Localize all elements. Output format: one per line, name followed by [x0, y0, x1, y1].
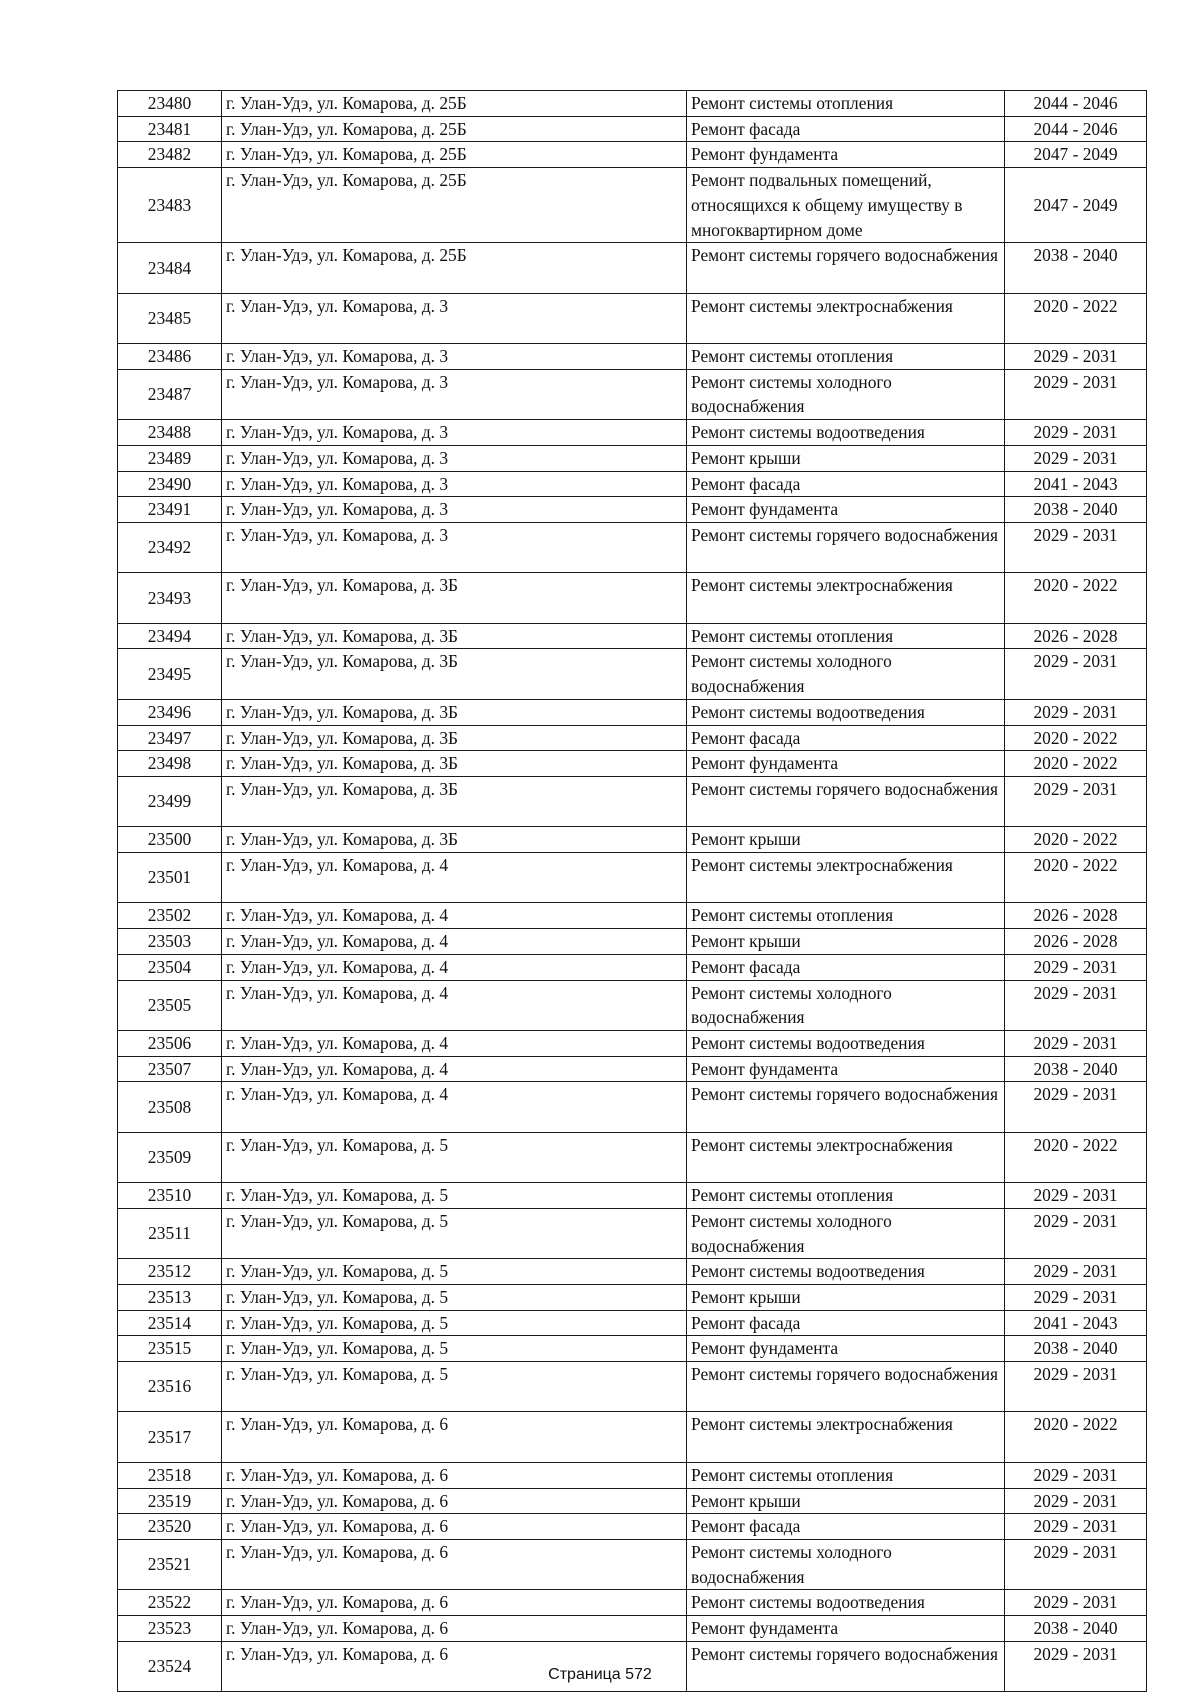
work-type-cell: Ремонт системы водоотведения [687, 420, 1005, 446]
work-type-cell: Ремонт крыши [687, 1488, 1005, 1514]
period-cell: 2029 - 2031 [1005, 954, 1147, 980]
address-cell: г. Улан-Удэ, ул. Комарова, д. 25Б [222, 91, 687, 117]
table-row [118, 776, 1147, 826]
table-row [118, 1488, 1147, 1514]
period-cell: 2026 - 2028 [1005, 929, 1147, 955]
address-cell: г. Улан-Удэ, ул. Комарова, д. 5 [222, 1284, 687, 1310]
address-cell: г. Улан-Удэ, ул. Комарова, д. 3Б [222, 649, 687, 699]
row-number-cell: 23506 [118, 1030, 222, 1056]
address-cell: г. Улан-Удэ, ул. Комарова, д. 3 [222, 522, 687, 572]
table-row [118, 522, 1147, 572]
period-cell: 2029 - 2031 [1005, 1030, 1147, 1056]
period-cell: 2020 - 2022 [1005, 725, 1147, 751]
row-number-cell: 23510 [118, 1183, 222, 1209]
row-number-cell: 23522 [118, 1590, 222, 1616]
work-type-cell: Ремонт системы отопления [687, 1462, 1005, 1488]
period-cell: 2029 - 2031 [1005, 344, 1147, 370]
row-number-cell: 23485 [118, 293, 222, 343]
work-type-cell: Ремонт системы отопления [687, 1183, 1005, 1209]
period-cell: 2038 - 2040 [1005, 1616, 1147, 1642]
table-row [118, 980, 1147, 1030]
period-cell: 2029 - 2031 [1005, 980, 1147, 1030]
table-row [118, 725, 1147, 751]
row-number-cell: 23496 [118, 699, 222, 725]
period-cell: 2038 - 2040 [1005, 243, 1147, 293]
table-row [118, 293, 1147, 343]
period-cell: 2044 - 2046 [1005, 116, 1147, 142]
row-number-cell: 23511 [118, 1208, 222, 1258]
table-row [118, 1514, 1147, 1540]
table-row [118, 1056, 1147, 1082]
work-type-cell: Ремонт системы водоотведения [687, 1590, 1005, 1616]
address-cell: г. Улан-Удэ, ул. Комарова, д. 25Б [222, 116, 687, 142]
address-cell: г. Улан-Удэ, ул. Комарова, д. 6 [222, 1514, 687, 1540]
address-cell: г. Улан-Удэ, ул. Комарова, д. 3Б [222, 776, 687, 826]
table-row [118, 573, 1147, 623]
address-cell: г. Улан-Удэ, ул. Комарова, д. 5 [222, 1310, 687, 1336]
address-cell: г. Улан-Удэ, ул. Комарова, д. 4 [222, 954, 687, 980]
period-cell: 2026 - 2028 [1005, 623, 1147, 649]
row-number-cell: 23503 [118, 929, 222, 955]
works-table [117, 90, 1147, 1692]
period-cell: 2029 - 2031 [1005, 649, 1147, 699]
table-row [118, 1462, 1147, 1488]
work-type-cell: Ремонт системы отопления [687, 903, 1005, 929]
table-row [118, 168, 1147, 243]
work-type-cell: Ремонт фундамента [687, 1056, 1005, 1082]
work-type-cell: Ремонт крыши [687, 827, 1005, 853]
period-cell: 2029 - 2031 [1005, 1284, 1147, 1310]
row-number-cell: 23508 [118, 1082, 222, 1132]
address-cell: г. Улан-Удэ, ул. Комарова, д. 4 [222, 1082, 687, 1132]
period-cell: 2029 - 2031 [1005, 1462, 1147, 1488]
table-row [118, 1132, 1147, 1182]
work-type-cell: Ремонт системы водоотведения [687, 1030, 1005, 1056]
address-cell: г. Улан-Удэ, ул. Комарова, д. 3Б [222, 573, 687, 623]
address-cell: г. Улан-Удэ, ул. Комарова, д. 3Б [222, 725, 687, 751]
table-row [118, 1336, 1147, 1362]
row-number-cell: 23523 [118, 1616, 222, 1642]
work-type-cell: Ремонт системы горячего водоснабжения [687, 776, 1005, 826]
table-row [118, 1259, 1147, 1285]
row-number-cell: 23518 [118, 1462, 222, 1488]
work-type-cell: Ремонт системы отопления [687, 91, 1005, 117]
address-cell: г. Улан-Удэ, ул. Комарова, д. 6 [222, 1616, 687, 1642]
period-cell: 2020 - 2022 [1005, 853, 1147, 903]
address-cell: г. Улан-Удэ, ул. Комарова, д. 25Б [222, 243, 687, 293]
address-cell: г. Улан-Удэ, ул. Комарова, д. 6 [222, 1641, 687, 1691]
work-type-cell: Ремонт системы электроснабжения [687, 1132, 1005, 1182]
work-type-cell: Ремонт фундамента [687, 142, 1005, 168]
work-type-cell: Ремонт системы электроснабжения [687, 293, 1005, 343]
row-number-cell: 23521 [118, 1539, 222, 1589]
row-number-cell: 23487 [118, 369, 222, 419]
address-cell: г. Улан-Удэ, ул. Комарова, д. 3 [222, 369, 687, 419]
period-cell: 2029 - 2031 [1005, 369, 1147, 419]
period-cell: 2029 - 2031 [1005, 1641, 1147, 1691]
row-number-cell: 23493 [118, 573, 222, 623]
row-number-cell: 23491 [118, 497, 222, 523]
address-cell: г. Улан-Удэ, ул. Комарова, д. 25Б [222, 142, 687, 168]
work-type-cell: Ремонт фундамента [687, 751, 1005, 777]
row-number-cell: 23490 [118, 471, 222, 497]
table-row [118, 116, 1147, 142]
row-number-cell: 23505 [118, 980, 222, 1030]
work-type-cell: Ремонт системы горячего водоснабжения [687, 1641, 1005, 1691]
address-cell: г. Улан-Удэ, ул. Комарова, д. 3 [222, 497, 687, 523]
period-cell: 2020 - 2022 [1005, 573, 1147, 623]
row-number-cell: 23524 [118, 1641, 222, 1691]
table-row [118, 623, 1147, 649]
work-type-cell: Ремонт фундамента [687, 1336, 1005, 1362]
period-cell: 2038 - 2040 [1005, 1056, 1147, 1082]
work-type-cell: Ремонт фасада [687, 1514, 1005, 1540]
row-number-cell: 23489 [118, 445, 222, 471]
work-type-cell: Ремонт системы горячего водоснабжения [687, 1362, 1005, 1412]
work-type-cell: Ремонт фасада [687, 954, 1005, 980]
address-cell: г. Улан-Удэ, ул. Комарова, д. 3 [222, 420, 687, 446]
row-number-cell: 23486 [118, 344, 222, 370]
work-type-cell: Ремонт подвальных помещений, относящихся к общему имуществу в многоквартирном доме [687, 168, 1005, 243]
address-cell: г. Улан-Удэ, ул. Комарова, д. 3 [222, 293, 687, 343]
period-cell: 2029 - 2031 [1005, 1082, 1147, 1132]
period-cell: 2038 - 2040 [1005, 1336, 1147, 1362]
address-cell: г. Улан-Удэ, ул. Комарова, д. 25Б [222, 168, 687, 243]
period-cell: 2029 - 2031 [1005, 1539, 1147, 1589]
address-cell: г. Улан-Удэ, ул. Комарова, д. 4 [222, 1056, 687, 1082]
table-row [118, 929, 1147, 955]
period-cell: 2026 - 2028 [1005, 903, 1147, 929]
row-number-cell: 23500 [118, 827, 222, 853]
work-type-cell: Ремонт фасада [687, 725, 1005, 751]
table-row [118, 1590, 1147, 1616]
work-type-cell: Ремонт крыши [687, 929, 1005, 955]
row-number-cell: 23483 [118, 168, 222, 243]
address-cell: г. Улан-Удэ, ул. Комарова, д. 6 [222, 1488, 687, 1514]
address-cell: г. Улан-Удэ, ул. Комарова, д. 6 [222, 1412, 687, 1462]
address-cell: г. Улан-Удэ, ул. Комарова, д. 5 [222, 1183, 687, 1209]
table-row [118, 903, 1147, 929]
work-type-cell: Ремонт системы холодного водоснабжения [687, 369, 1005, 419]
table-row [118, 1208, 1147, 1258]
row-number-cell: 23509 [118, 1132, 222, 1182]
table-row [118, 827, 1147, 853]
work-type-cell: Ремонт системы отопления [687, 623, 1005, 649]
address-cell: г. Улан-Удэ, ул. Комарова, д. 4 [222, 1030, 687, 1056]
period-cell: 2029 - 2031 [1005, 420, 1147, 446]
period-cell: 2041 - 2043 [1005, 471, 1147, 497]
work-type-cell: Ремонт фасада [687, 1310, 1005, 1336]
period-cell: 2047 - 2049 [1005, 142, 1147, 168]
table-row [118, 649, 1147, 699]
period-cell: 2041 - 2043 [1005, 1310, 1147, 1336]
table-row [118, 853, 1147, 903]
row-number-cell: 23517 [118, 1412, 222, 1462]
work-type-cell: Ремонт фасада [687, 471, 1005, 497]
work-type-cell: Ремонт системы отопления [687, 344, 1005, 370]
row-number-cell: 23481 [118, 116, 222, 142]
table-row [118, 1082, 1147, 1132]
work-type-cell: Ремонт системы электроснабжения [687, 1412, 1005, 1462]
work-type-cell: Ремонт системы холодного водоснабжения [687, 1208, 1005, 1258]
table-row [118, 1183, 1147, 1209]
row-number-cell: 23513 [118, 1284, 222, 1310]
table-row [118, 344, 1147, 370]
table-row [118, 369, 1147, 419]
table-row [118, 243, 1147, 293]
period-cell: 2020 - 2022 [1005, 1132, 1147, 1182]
row-number-cell: 23492 [118, 522, 222, 572]
table-row [118, 699, 1147, 725]
row-number-cell: 23501 [118, 853, 222, 903]
period-cell: 2029 - 2031 [1005, 1259, 1147, 1285]
address-cell: г. Улан-Удэ, ул. Комарова, д. 6 [222, 1590, 687, 1616]
period-cell: 2029 - 2031 [1005, 1183, 1147, 1209]
row-number-cell: 23499 [118, 776, 222, 826]
period-cell: 2029 - 2031 [1005, 699, 1147, 725]
table-row [118, 1310, 1147, 1336]
table-row [118, 1030, 1147, 1056]
address-cell: г. Улан-Удэ, ул. Комарова, д. 3 [222, 344, 687, 370]
row-number-cell: 23495 [118, 649, 222, 699]
address-cell: г. Улан-Удэ, ул. Комарова, д. 4 [222, 903, 687, 929]
address-cell: г. Улан-Удэ, ул. Комарова, д. 5 [222, 1362, 687, 1412]
address-cell: г. Улан-Удэ, ул. Комарова, д. 5 [222, 1336, 687, 1362]
period-cell: 2020 - 2022 [1005, 827, 1147, 853]
address-cell: г. Улан-Удэ, ул. Комарова, д. 3 [222, 445, 687, 471]
period-cell: 2029 - 2031 [1005, 1488, 1147, 1514]
address-cell: г. Улан-Удэ, ул. Комарова, д. 3Б [222, 699, 687, 725]
table-row [118, 142, 1147, 168]
work-type-cell: Ремонт системы электроснабжения [687, 853, 1005, 903]
address-cell: г. Улан-Удэ, ул. Комарова, д. 5 [222, 1259, 687, 1285]
address-cell: г. Улан-Удэ, ул. Комарова, д. 4 [222, 929, 687, 955]
address-cell: г. Улан-Удэ, ул. Комарова, д. 5 [222, 1208, 687, 1258]
period-cell: 2044 - 2046 [1005, 91, 1147, 117]
row-number-cell: 23488 [118, 420, 222, 446]
row-number-cell: 23514 [118, 1310, 222, 1336]
table-row [118, 1539, 1147, 1589]
period-cell: 2029 - 2031 [1005, 445, 1147, 471]
row-number-cell: 23516 [118, 1362, 222, 1412]
row-number-cell: 23497 [118, 725, 222, 751]
table-row [118, 497, 1147, 523]
address-cell: г. Улан-Удэ, ул. Комарова, д. 3Б [222, 827, 687, 853]
work-type-cell: Ремонт фундамента [687, 497, 1005, 523]
row-number-cell: 23494 [118, 623, 222, 649]
table-row [118, 471, 1147, 497]
address-cell: г. Улан-Удэ, ул. Комарова, д. 6 [222, 1462, 687, 1488]
period-cell: 2047 - 2049 [1005, 168, 1147, 243]
work-type-cell: Ремонт фасада [687, 116, 1005, 142]
row-number-cell: 23502 [118, 903, 222, 929]
period-cell: 2029 - 2031 [1005, 1362, 1147, 1412]
address-cell: г. Улан-Удэ, ул. Комарова, д. 4 [222, 853, 687, 903]
table-row [118, 1284, 1147, 1310]
work-type-cell: Ремонт системы электроснабжения [687, 573, 1005, 623]
work-type-cell: Ремонт крыши [687, 1284, 1005, 1310]
table-row [118, 420, 1147, 446]
page-number: Страница 572 [548, 1666, 652, 1683]
table-row [118, 1362, 1147, 1412]
table-row [118, 954, 1147, 980]
works-table-body [118, 91, 1147, 1692]
period-cell: 2029 - 2031 [1005, 1590, 1147, 1616]
table-row [118, 1616, 1147, 1642]
work-type-cell: Ремонт системы горячего водоснабжения [687, 243, 1005, 293]
period-cell: 2029 - 2031 [1005, 1208, 1147, 1258]
row-number-cell: 23480 [118, 91, 222, 117]
row-number-cell: 23507 [118, 1056, 222, 1082]
row-number-cell: 23484 [118, 243, 222, 293]
row-number-cell: 23519 [118, 1488, 222, 1514]
row-number-cell: 23498 [118, 751, 222, 777]
period-cell: 2029 - 2031 [1005, 1514, 1147, 1540]
work-type-cell: Ремонт крыши [687, 445, 1005, 471]
row-number-cell: 23512 [118, 1259, 222, 1285]
address-cell: г. Улан-Удэ, ул. Комарова, д. 5 [222, 1132, 687, 1182]
address-cell: г. Улан-Удэ, ул. Комарова, д. 6 [222, 1539, 687, 1589]
work-type-cell: Ремонт системы горячего водоснабжения [687, 522, 1005, 572]
table-row [118, 1412, 1147, 1462]
row-number-cell: 23504 [118, 954, 222, 980]
period-cell: 2029 - 2031 [1005, 776, 1147, 826]
address-cell: г. Улан-Удэ, ул. Комарова, д. 3 [222, 471, 687, 497]
work-type-cell: Ремонт фундамента [687, 1616, 1005, 1642]
row-number-cell: 23482 [118, 142, 222, 168]
work-type-cell: Ремонт системы водоотведения [687, 1259, 1005, 1285]
period-cell: 2020 - 2022 [1005, 293, 1147, 343]
row-number-cell: 23515 [118, 1336, 222, 1362]
address-cell: г. Улан-Удэ, ул. Комарова, д. 3Б [222, 751, 687, 777]
work-type-cell: Ремонт системы горячего водоснабжения [687, 1082, 1005, 1132]
period-cell: 2029 - 2031 [1005, 522, 1147, 572]
row-number-cell: 23520 [118, 1514, 222, 1540]
period-cell: 2020 - 2022 [1005, 1412, 1147, 1462]
table-row [118, 445, 1147, 471]
work-type-cell: Ремонт системы водоотведения [687, 699, 1005, 725]
address-cell: г. Улан-Удэ, ул. Комарова, д. 4 [222, 980, 687, 1030]
work-type-cell: Ремонт системы холодного водоснабжения [687, 980, 1005, 1030]
period-cell: 2038 - 2040 [1005, 497, 1147, 523]
address-cell: г. Улан-Удэ, ул. Комарова, д. 3Б [222, 623, 687, 649]
period-cell: 2020 - 2022 [1005, 751, 1147, 777]
table-row [118, 91, 1147, 117]
table-row [118, 751, 1147, 777]
work-type-cell: Ремонт системы холодного водоснабжения [687, 649, 1005, 699]
work-type-cell: Ремонт системы холодного водоснабжения [687, 1539, 1005, 1589]
